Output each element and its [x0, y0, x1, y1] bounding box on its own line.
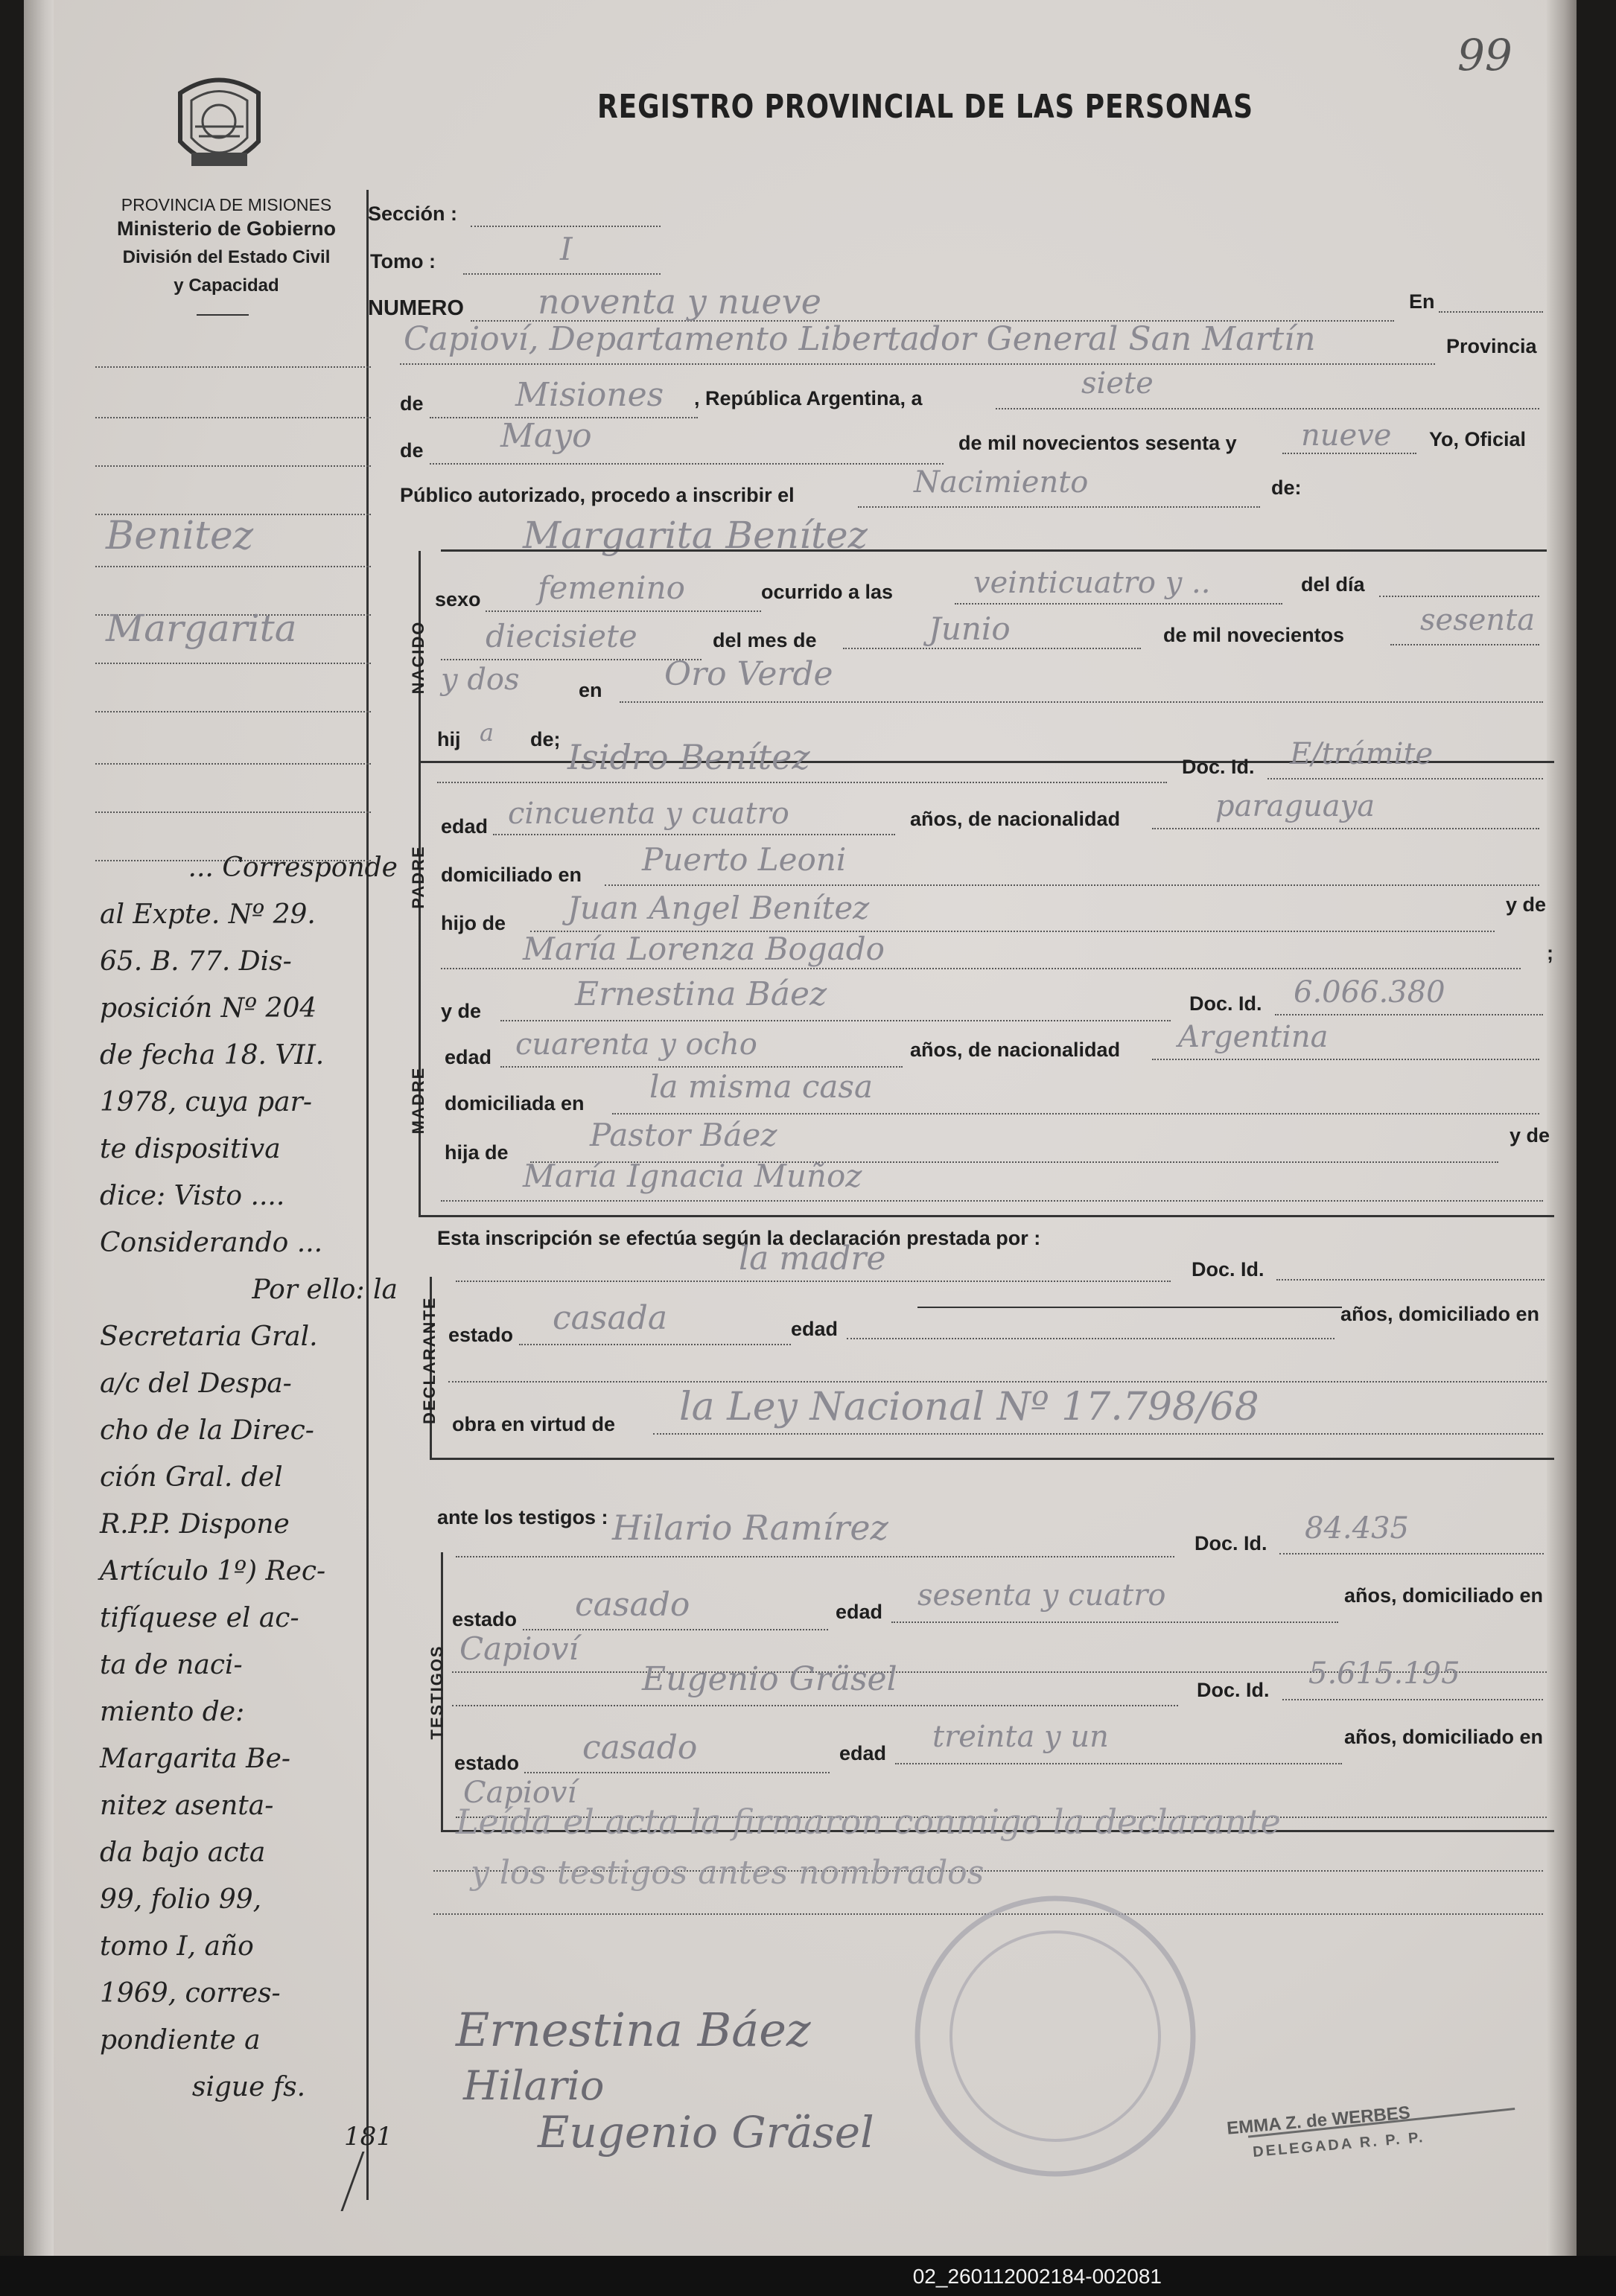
stamp-oficial-name: EMMA Z. de WERBES: [1226, 2102, 1411, 2139]
label-anios-dom-t2: años, domiciliado en: [1344, 1726, 1544, 1748]
value-anio-nac: sesenta: [1420, 603, 1536, 637]
org-province: PROVINCIA DE MISIONES: [121, 195, 332, 214]
side-label-declarante: DECLARANTE: [420, 1296, 439, 1424]
value-hora: veinticuatro y ..: [973, 566, 1211, 600]
margin-note-line: nitez asenta-: [100, 1790, 274, 1821]
value-madre-edad: cuarenta y ocho: [515, 1027, 757, 1062]
value-dia-nac: diecisiete: [486, 618, 637, 654]
margin-note-line: te dispositiva: [100, 1134, 281, 1164]
value-madre: Ernestina Báez: [575, 975, 827, 1013]
value-padre: Isidro Benítez: [567, 737, 810, 777]
label-doc-padre: Doc. Id.: [1182, 756, 1255, 778]
value-mes: Mayo: [500, 417, 592, 455]
label-nac-padre: años, de nacionalidad: [910, 808, 1121, 830]
label-doc-madre: Doc. Id.: [1189, 992, 1262, 1015]
label-del-mes: del mes de: [713, 629, 817, 651]
value-lugar-nac: Oro Verde: [664, 655, 833, 693]
margin-note-line: Considerando ...: [100, 1228, 323, 1258]
label-tomo: Tomo :: [370, 250, 436, 272]
value-acto: Nacimiento: [914, 465, 1089, 500]
label-en2: en: [579, 679, 602, 701]
label-estado-declarante: estado: [448, 1324, 514, 1346]
margin-note-line: tifíquese el ac-: [100, 1603, 299, 1633]
label-hija-de: hija de: [445, 1141, 509, 1164]
label-estado-t1: estado: [452, 1608, 518, 1630]
value-anio-nac-2: y dos: [441, 663, 520, 697]
value-lugar: Capioví, Departamento Libertador General San Martín: [404, 320, 1316, 358]
page-number: 99: [1457, 30, 1512, 80]
value-t1-estado: casado: [575, 1586, 690, 1624]
label-hij: hij: [437, 728, 461, 750]
signature-declarante: Ernestina Báez: [456, 2003, 811, 2057]
value-declarante: la madre: [739, 1240, 886, 1278]
official-stamp-icon: [906, 1880, 1204, 2193]
margin-note-line: sigue fs.: [191, 2072, 306, 2102]
label-nac-madre: años, de nacionalidad: [910, 1039, 1121, 1061]
value-t2-estado: casado: [582, 1729, 698, 1767]
label-de-mil: de mil novecientos sesenta y: [958, 432, 1237, 454]
value-padre-dom: Puerto Leoni: [642, 841, 847, 878]
margin-note-line: miento de:: [100, 1697, 245, 1727]
margin-note: [100, 852, 398, 2119]
value-nombre: Margarita Benítez: [523, 514, 868, 557]
label-provincia: Provincia: [1446, 335, 1537, 357]
margin-note-line: ta de naci-: [100, 1650, 243, 1680]
label-anios-dom-t1: años, domiciliado en: [1344, 1584, 1544, 1607]
margin-note-line: a/c del Despa-: [100, 1368, 292, 1399]
margin-surname: Benitez: [106, 514, 254, 558]
label-dom-padre: domiciliado en: [441, 864, 582, 886]
value-padre-edad: cincuenta y cuatro: [508, 797, 789, 831]
label-declaracion: Esta inscripción se efectúa según la declaración prestada por :: [437, 1227, 1041, 1249]
label-de-colon: de:: [1271, 476, 1302, 499]
label-semicolon: ;: [1547, 942, 1553, 964]
margin-note-line: 1969, corres-: [100, 1978, 281, 2009]
label-en: En: [1409, 290, 1435, 313]
margin-note-line: Artículo 1º) Rec-: [100, 1556, 326, 1587]
label-edad-t2: edad: [839, 1742, 887, 1764]
value-t2-edad: treinta y un: [932, 1720, 1109, 1754]
caption-bar: [0, 2256, 1616, 2296]
page-edge: [1547, 0, 1577, 2256]
label-y-de-padre: y de: [1506, 893, 1547, 916]
value-madre-dom: la misma casa: [649, 1068, 874, 1105]
value-sexo: femenino: [538, 570, 685, 606]
value-madre-nac: Argentina: [1178, 1020, 1329, 1054]
margin-note-line: Margarita Be-: [100, 1744, 291, 1774]
margin-note-line: pondiente a: [100, 2025, 261, 2056]
value-madre-doc: 6.066.380: [1294, 975, 1445, 1010]
margin-note-line: R.P.P. Dispone: [100, 1509, 290, 1540]
label-de-semi: de;: [530, 728, 561, 750]
margin-note-line: 99, folio 99,: [100, 1884, 262, 1915]
label-anios-dom-declarante: años, domiciliado en: [1340, 1303, 1540, 1325]
org-underline: [197, 314, 249, 316]
value-anio: nueve: [1301, 418, 1392, 453]
value-abuelo-m: Pastor Báez: [590, 1117, 777, 1153]
label-y-de-madre2: y de: [1510, 1124, 1550, 1147]
margin-note-line: Por ello: la: [252, 1275, 398, 1305]
value-abuelo-p: Juan Angel Benítez: [567, 890, 870, 926]
image-caption: 02_260112002184-002081: [912, 2265, 1162, 2288]
value-numero: noventa y nueve: [538, 281, 821, 322]
value-decl-estado: casada: [553, 1299, 668, 1337]
label-hijo-de: hijo de: [441, 912, 506, 934]
value-tomo: I: [560, 231, 573, 267]
margin-note-line: ción Gral. del: [100, 1462, 283, 1493]
value-t1-edad: sesenta y cuatro: [917, 1578, 1166, 1613]
value-t2-doc: 5.615.195: [1308, 1656, 1460, 1691]
misiones-seal-icon: [165, 71, 273, 182]
value-testigo2: Eugenio Gräsel: [642, 1660, 897, 1698]
margin-note-line: tomo I, año: [100, 1931, 254, 1962]
label-testigos: ante los testigos :: [437, 1506, 608, 1528]
label-seccion: Sección :: [368, 203, 458, 225]
label-edad-declarante: edad: [791, 1318, 839, 1340]
value-t1-doc: 84.435: [1305, 1511, 1409, 1546]
label-publico: Público autorizado, procedo a inscribir el: [400, 484, 795, 506]
label-de-mil2: de mil novecientos: [1163, 624, 1345, 646]
side-label-madre: MADRE: [409, 1066, 427, 1135]
value-hij-suffix: a: [480, 718, 494, 747]
side-label-padre: PADRE: [409, 845, 427, 909]
label-doc-t2: Doc. Id.: [1197, 1679, 1270, 1701]
value-mes-nac: Junio: [929, 610, 1011, 647]
label-republica: , República Argentina, a: [694, 387, 923, 409]
label-numero: NUMERO: [368, 296, 464, 320]
value-dia: siete: [1081, 366, 1154, 401]
document-page: [24, 0, 1577, 2256]
value-abuela-p: María Lorenza Bogado: [523, 931, 885, 967]
label-estado-t2: estado: [454, 1752, 520, 1774]
value-cierre-2: y los testigos antes nombrados: [471, 1854, 984, 1892]
value-t2-dom: Capioví: [463, 1776, 577, 1810]
org-division: División del Estado Civil: [122, 247, 331, 267]
margin-note-line: da bajo acta: [100, 1837, 266, 1868]
label-de: de: [400, 392, 424, 415]
value-padre-nac: paraguaya: [1215, 789, 1375, 823]
margin-note-line: cho de la Direc-: [100, 1415, 314, 1446]
label-doc-t1: Doc. Id.: [1194, 1532, 1267, 1554]
margin-note-line: 1978, cuya par-: [100, 1087, 312, 1117]
label-del-dia: del día: [1301, 573, 1365, 596]
label-edad-padre: edad: [441, 815, 489, 838]
signature-testigo1: Hilario: [463, 2062, 605, 2109]
label-edad-madre: edad: [445, 1046, 492, 1068]
signature-testigo2: Eugenio Gräsel: [538, 2107, 874, 2158]
label-de-mes: de: [400, 439, 424, 462]
value-padre-doc: E/trámite: [1290, 737, 1434, 771]
name-rule: [441, 549, 1547, 552]
margin-note-line: de fecha 18. VII.: [100, 1040, 325, 1071]
margin-note-line: ... Corresponde: [188, 852, 398, 883]
label-obra: obra en virtud de: [452, 1413, 616, 1435]
margin-given-name: Margarita: [106, 607, 297, 650]
value-obra: la Ley Nacional Nº 17.798/68: [679, 1385, 1259, 1429]
value-testigo1: Hilario Ramírez: [612, 1508, 888, 1548]
side-label-testigos: TESTIGOS: [427, 1645, 446, 1740]
label-dom-madre: domiciliada en: [445, 1092, 585, 1114]
side-label-nacido: NACIDO: [409, 620, 427, 695]
header-title: REGISTRO PROVINCIAL DE LAS PERSONAS: [597, 88, 1253, 126]
margin-flourish: [340, 2152, 416, 2211]
value-provincia: Misiones: [515, 376, 664, 414]
org-ministry: Ministerio de Gobierno: [116, 217, 337, 240]
margin-note-line: dice: Visto ....: [100, 1181, 285, 1211]
margin-note-line: Secretaria Gral.: [100, 1321, 318, 1352]
label-yo-oficial: Yo, Oficial: [1429, 428, 1527, 450]
label-sexo: sexo: [435, 588, 481, 610]
value-t1-dom: Capioví: [459, 1630, 579, 1667]
label-doc-declarante: Doc. Id.: [1192, 1258, 1265, 1281]
label-ocurrido: ocurrido a las: [761, 581, 894, 603]
margin-note-line: al Expte. Nº 29.: [100, 899, 316, 930]
binding-shadow: [24, 0, 54, 2256]
value-abuela-m: María Ignacia Muñoz: [523, 1158, 862, 1194]
stamp-oficial-title: DELEGADA R. P. P.: [1252, 2128, 1426, 2161]
margin-note-line: 65. B. 77. Dis-: [100, 946, 292, 977]
margin-note-line: posición Nº 204: [100, 993, 317, 1024]
label-edad-t1: edad: [836, 1601, 883, 1623]
org-capacity: y Capacidad: [174, 275, 279, 296]
label-y-de-madre: y de: [441, 1000, 482, 1022]
value-cierre-1: Leída el acta la firmaron conmigo la declarante: [456, 1802, 1281, 1842]
margin-folio: 181: [344, 2122, 392, 2152]
